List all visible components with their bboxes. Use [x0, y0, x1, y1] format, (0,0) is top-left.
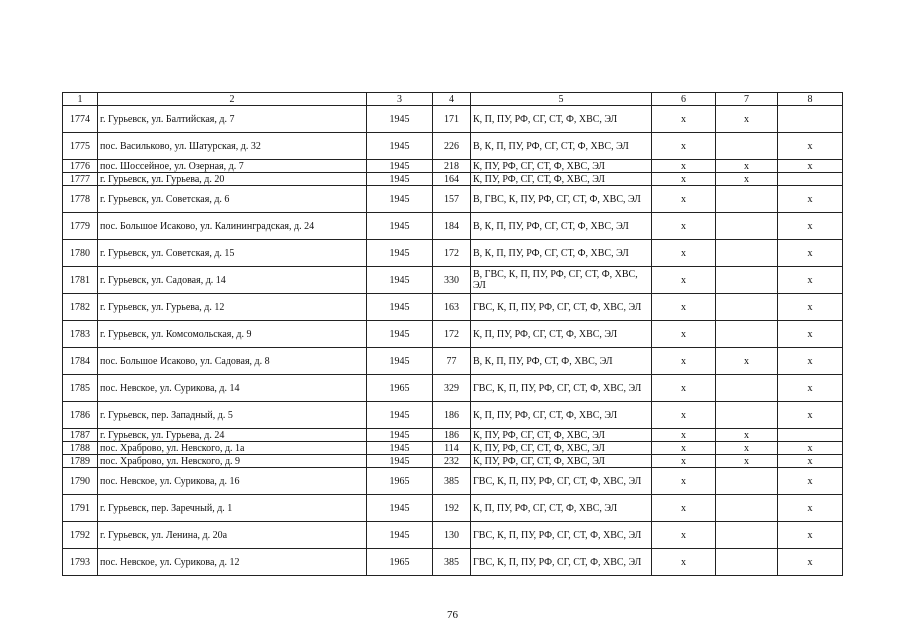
mark-cell-7 — [716, 294, 778, 321]
mark-cell-6: x — [652, 495, 716, 522]
systems-cell: В, К, П, ПУ, РФ, СГ, СТ, Ф, ХВС, ЭЛ — [471, 133, 652, 160]
address-cell: г. Гурьевск, ул. Садовая, д. 14 — [98, 267, 367, 294]
address-cell: г. Гурьевск, пер. Западный, д. 5 — [98, 402, 367, 429]
year-cell: 1965 — [367, 549, 433, 576]
row-number-cell: 1790 — [63, 468, 98, 495]
mark-cell-7 — [716, 267, 778, 294]
mark-cell-7 — [716, 495, 778, 522]
mark-cell-8: x — [778, 321, 843, 348]
year-cell: 1945 — [367, 294, 433, 321]
row-number-cell: 1791 — [63, 495, 98, 522]
address-cell: пос. Невское, ул. Сурикова, д. 14 — [98, 375, 367, 402]
year-cell: 1945 — [367, 213, 433, 240]
systems-cell: К, П, ПУ, РФ, СГ, СТ, Ф, ХВС, ЭЛ — [471, 402, 652, 429]
table-row — [63, 455, 843, 468]
mark-cell-8: x — [778, 186, 843, 213]
table-row — [63, 160, 843, 173]
year-cell: 1945 — [367, 522, 433, 549]
mark-cell-6: x — [652, 375, 716, 402]
column-header: 1 — [63, 93, 98, 106]
table-row — [63, 213, 843, 240]
area-cell: 157 — [433, 186, 471, 213]
row-number-cell: 1784 — [63, 348, 98, 375]
address-cell: пос. Храброво, ул. Невского, д. 1а — [98, 442, 367, 455]
mark-cell-6: x — [652, 402, 716, 429]
table-row — [63, 173, 843, 186]
mark-cell-7: x — [716, 106, 778, 133]
mark-cell-6: x — [652, 549, 716, 576]
systems-cell: К, ПУ, РФ, СГ, СТ, Ф, ХВС, ЭЛ — [471, 442, 652, 455]
year-cell: 1945 — [367, 106, 433, 133]
mark-cell-8 — [778, 173, 843, 186]
year-cell: 1945 — [367, 267, 433, 294]
area-cell: 186 — [433, 402, 471, 429]
housing-table — [62, 92, 843, 576]
address-cell: г. Гурьевск, ул. Балтийская, д. 7 — [98, 106, 367, 133]
column-header: 2 — [98, 93, 367, 106]
mark-cell-8: x — [778, 133, 843, 160]
year-cell: 1945 — [367, 455, 433, 468]
mark-cell-7 — [716, 186, 778, 213]
column-header: 4 — [433, 93, 471, 106]
row-number-cell: 1788 — [63, 442, 98, 455]
header-row — [63, 93, 843, 106]
mark-cell-8: x — [778, 160, 843, 173]
systems-cell: К, ПУ, РФ, СГ, СТ, Ф, ХВС, ЭЛ — [471, 429, 652, 442]
mark-cell-7 — [716, 522, 778, 549]
address-cell: г. Гурьевск, ул. Гурьева, д. 12 — [98, 294, 367, 321]
table-row — [63, 442, 843, 455]
table-row — [63, 549, 843, 576]
area-cell: 329 — [433, 375, 471, 402]
mark-cell-7 — [716, 213, 778, 240]
year-cell: 1945 — [367, 402, 433, 429]
column-header: 8 — [778, 93, 843, 106]
mark-cell-7: x — [716, 455, 778, 468]
column-header: 3 — [367, 93, 433, 106]
mark-cell-6: x — [652, 455, 716, 468]
table-row — [63, 186, 843, 213]
systems-cell: ГВС, К, П, ПУ, РФ, СГ, СТ, Ф, ХВС, ЭЛ — [471, 549, 652, 576]
mark-cell-7 — [716, 133, 778, 160]
systems-cell: ГВС, К, П, ПУ, РФ, СГ, СТ, Ф, ХВС, ЭЛ — [471, 294, 652, 321]
area-cell: 192 — [433, 495, 471, 522]
mark-cell-8: x — [778, 468, 843, 495]
mark-cell-6: x — [652, 133, 716, 160]
area-cell: 172 — [433, 240, 471, 267]
year-cell: 1965 — [367, 375, 433, 402]
mark-cell-8 — [778, 429, 843, 442]
row-number-cell: 1778 — [63, 186, 98, 213]
address-cell: пос. Храброво, ул. Невского, д. 9 — [98, 455, 367, 468]
year-cell: 1945 — [367, 321, 433, 348]
area-cell: 232 — [433, 455, 471, 468]
systems-cell: К, ПУ, РФ, СГ, СТ, Ф, ХВС, ЭЛ — [471, 173, 652, 186]
area-cell: 385 — [433, 549, 471, 576]
mark-cell-7 — [716, 402, 778, 429]
area-cell: 226 — [433, 133, 471, 160]
mark-cell-6: x — [652, 321, 716, 348]
mark-cell-8: x — [778, 522, 843, 549]
address-cell: пос. Большое Исаково, ул. Калининградская, д. 24 — [98, 213, 367, 240]
table-row — [63, 348, 843, 375]
area-cell: 163 — [433, 294, 471, 321]
mark-cell-6: x — [652, 186, 716, 213]
mark-cell-7 — [716, 468, 778, 495]
address-cell: г. Гурьевск, пер. Заречный, д. 1 — [98, 495, 367, 522]
area-cell: 114 — [433, 442, 471, 455]
column-header: 5 — [471, 93, 652, 106]
mark-cell-8: x — [778, 213, 843, 240]
systems-cell: К, ПУ, РФ, СГ, СТ, Ф, ХВС, ЭЛ — [471, 160, 652, 173]
mark-cell-6: x — [652, 468, 716, 495]
mark-cell-7: x — [716, 348, 778, 375]
year-cell: 1945 — [367, 442, 433, 455]
address-cell: г. Гурьевск, ул. Советская, д. 6 — [98, 186, 367, 213]
mark-cell-6: x — [652, 173, 716, 186]
area-cell: 385 — [433, 468, 471, 495]
year-cell: 1945 — [367, 495, 433, 522]
systems-cell: ГВС, К, П, ПУ, РФ, СГ, СТ, Ф, ХВС, ЭЛ — [471, 522, 652, 549]
year-cell: 1945 — [367, 186, 433, 213]
page-number: 76 — [447, 609, 458, 621]
table-row — [63, 522, 843, 549]
mark-cell-7 — [716, 321, 778, 348]
mark-cell-7 — [716, 375, 778, 402]
table-row — [63, 240, 843, 267]
systems-cell: ГВС, К, П, ПУ, РФ, СГ, СТ, Ф, ХВС, ЭЛ — [471, 375, 652, 402]
address-cell: г. Гурьевск, ул. Ленина, д. 20а — [98, 522, 367, 549]
systems-cell: К, ПУ, РФ, СГ, СТ, Ф, ХВС, ЭЛ — [471, 455, 652, 468]
area-cell: 172 — [433, 321, 471, 348]
row-number-cell: 1793 — [63, 549, 98, 576]
address-cell: пос. Большое Исаково, ул. Садовая, д. 8 — [98, 348, 367, 375]
mark-cell-8: x — [778, 402, 843, 429]
table-row — [63, 267, 843, 294]
area-cell: 186 — [433, 429, 471, 442]
table-row — [63, 106, 843, 133]
mark-cell-7 — [716, 549, 778, 576]
row-number-cell: 1781 — [63, 267, 98, 294]
systems-cell: В, ГВС, К, П, ПУ, РФ, СГ, СТ, Ф, ХВС, ЭЛ — [471, 267, 652, 294]
table-row — [63, 133, 843, 160]
year-cell: 1945 — [367, 173, 433, 186]
table-row — [63, 375, 843, 402]
mark-cell-7: x — [716, 160, 778, 173]
mark-cell-6: x — [652, 160, 716, 173]
address-cell: пос. Шоссейное, ул. Озерная, д. 7 — [98, 160, 367, 173]
area-cell: 171 — [433, 106, 471, 133]
address-cell: г. Гурьевск, ул. Комсомольская, д. 9 — [98, 321, 367, 348]
mark-cell-8: x — [778, 267, 843, 294]
mark-cell-8: x — [778, 294, 843, 321]
mark-cell-8: x — [778, 442, 843, 455]
systems-cell: В, К, П, ПУ, РФ, СГ, СТ, Ф, ХВС, ЭЛ — [471, 213, 652, 240]
address-cell: г. Гурьевск, ул. Гурьева, д. 20 — [98, 173, 367, 186]
mark-cell-8 — [778, 106, 843, 133]
mark-cell-7 — [716, 240, 778, 267]
mark-cell-8: x — [778, 375, 843, 402]
area-cell: 130 — [433, 522, 471, 549]
mark-cell-6: x — [652, 522, 716, 549]
mark-cell-8: x — [778, 455, 843, 468]
column-header: 7 — [716, 93, 778, 106]
row-number-cell: 1774 — [63, 106, 98, 133]
row-number-cell: 1782 — [63, 294, 98, 321]
mark-cell-6: x — [652, 240, 716, 267]
systems-cell: К, П, ПУ, РФ, СГ, СТ, Ф, ХВС, ЭЛ — [471, 106, 652, 133]
mark-cell-7: x — [716, 173, 778, 186]
row-number-cell: 1779 — [63, 213, 98, 240]
address-cell: пос. Васильково, ул. Шатурская, д. 32 — [98, 133, 367, 160]
row-number-cell: 1775 — [63, 133, 98, 160]
mark-cell-8: x — [778, 348, 843, 375]
column-header: 6 — [652, 93, 716, 106]
area-cell: 218 — [433, 160, 471, 173]
systems-cell: В, К, П, ПУ, РФ, СГ, СТ, Ф, ХВС, ЭЛ — [471, 240, 652, 267]
mark-cell-6: x — [652, 213, 716, 240]
systems-cell: В, ГВС, К, ПУ, РФ, СГ, СТ, Ф, ХВС, ЭЛ — [471, 186, 652, 213]
mark-cell-7: x — [716, 429, 778, 442]
row-number-cell: 1785 — [63, 375, 98, 402]
area-cell: 77 — [433, 348, 471, 375]
address-cell: г. Гурьевск, ул. Советская, д. 15 — [98, 240, 367, 267]
area-cell: 330 — [433, 267, 471, 294]
year-cell: 1945 — [367, 133, 433, 160]
table-row — [63, 468, 843, 495]
mark-cell-6: x — [652, 294, 716, 321]
year-cell: 1945 — [367, 160, 433, 173]
year-cell: 1945 — [367, 348, 433, 375]
year-cell: 1945 — [367, 240, 433, 267]
systems-cell: В, К, П, ПУ, РФ, СТ, Ф, ХВС, ЭЛ — [471, 348, 652, 375]
row-number-cell: 1789 — [63, 455, 98, 468]
row-number-cell: 1776 — [63, 160, 98, 173]
address-cell: пос. Невское, ул. Сурикова, д. 16 — [98, 468, 367, 495]
table-row — [63, 294, 843, 321]
mark-cell-6: x — [652, 106, 716, 133]
row-number-cell: 1783 — [63, 321, 98, 348]
mark-cell-6: x — [652, 429, 716, 442]
table-row — [63, 495, 843, 522]
mark-cell-8: x — [778, 549, 843, 576]
table-row — [63, 321, 843, 348]
row-number-cell: 1780 — [63, 240, 98, 267]
mark-cell-6: x — [652, 348, 716, 375]
row-number-cell: 1792 — [63, 522, 98, 549]
row-number-cell: 1777 — [63, 173, 98, 186]
row-number-cell: 1786 — [63, 402, 98, 429]
table-row — [63, 429, 843, 442]
mark-cell-7: x — [716, 442, 778, 455]
mark-cell-6: x — [652, 442, 716, 455]
systems-cell: ГВС, К, П, ПУ, РФ, СГ, СТ, Ф, ХВС, ЭЛ — [471, 468, 652, 495]
area-cell: 184 — [433, 213, 471, 240]
address-cell: пос. Невское, ул. Сурикова, д. 12 — [98, 549, 367, 576]
area-cell: 164 — [433, 173, 471, 186]
year-cell: 1945 — [367, 429, 433, 442]
mark-cell-8: x — [778, 240, 843, 267]
systems-cell: К, П, ПУ, РФ, СГ, СТ, Ф, ХВС, ЭЛ — [471, 495, 652, 522]
row-number-cell: 1787 — [63, 429, 98, 442]
year-cell: 1965 — [367, 468, 433, 495]
mark-cell-8: x — [778, 495, 843, 522]
systems-cell: К, П, ПУ, РФ, СГ, СТ, Ф, ХВС, ЭЛ — [471, 321, 652, 348]
table-row — [63, 402, 843, 429]
address-cell: г. Гурьевск, ул. Гурьева, д. 24 — [98, 429, 367, 442]
mark-cell-6: x — [652, 267, 716, 294]
